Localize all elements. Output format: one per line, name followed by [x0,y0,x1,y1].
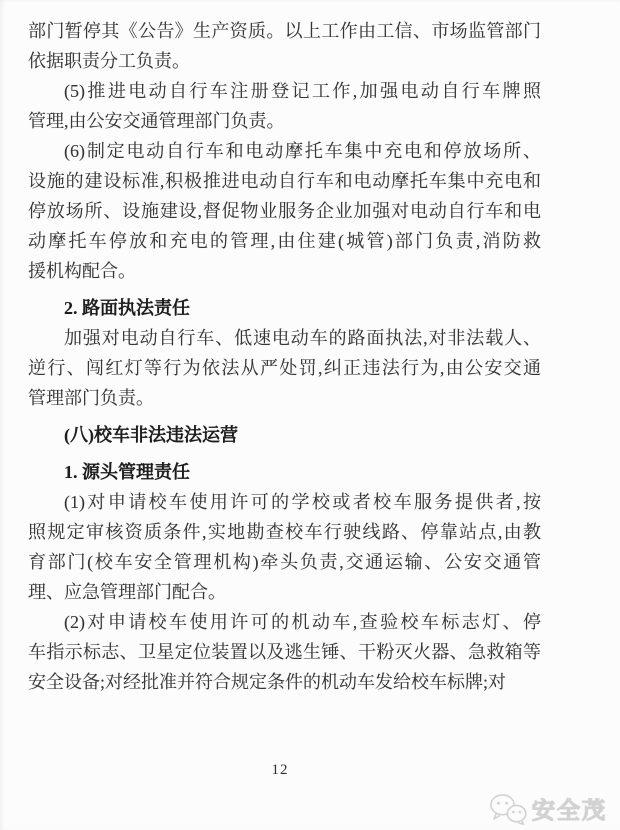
heading [28,420,541,450]
paragraph [28,16,541,76]
text-line: 车指示标志、卫星定位装置以及逃生锤、干粉灭火器、急救箱等 [28,642,541,662]
wechat-icon [489,793,527,825]
text-line: (5)推进电动自行车注册登记工作,加强电动自行车牌照 [64,81,541,101]
watermark [489,792,607,825]
page-number: 12 [271,762,289,778]
paragraph [28,323,541,413]
heading [28,293,541,323]
text-line: 管理,由公安交通管理部门负责。 [28,111,285,131]
watermark-brand: 安全茂 [532,797,607,823]
text-line: 管理部门负责。 [28,388,154,408]
text-line: 动摩托车停放和充电的管理,由住建(城管)部门负责,消防救 [28,231,541,251]
text-line: 照规定审核资质条件,实地勘查校车行驶线路、停靠站点,由教 [28,522,541,542]
document-body [28,16,541,697]
text-line: 育部门(校车安全管理机构)牵头负责,交通运输、公安交通管 [28,552,541,572]
text-line: 依据职责分工负责。 [28,51,190,71]
text-line: 逆行、闯红灯等行为依法从严处罚,纠正违法行为,由公安交通 [28,358,541,378]
text-line: 加强对电动自行车、低速电动车的路面执法,对非法载人、 [64,328,541,348]
text-line: 安全设备;对经批准并符合规定条件的机动车发给校车标牌;对 [28,672,506,692]
heading [28,457,541,487]
paragraph [28,136,541,286]
paragraph [28,607,541,697]
text-line: 部门暂停其《公告》生产资质。以上工作由工信、市场监管部门 [28,21,541,41]
text-line: (八)校车非法违法运营 [64,425,238,445]
text-line: 理、应急管理部门配合。 [28,582,226,602]
text-line: (6)制定电动自行车和电动摩托车集中充电和停放场所、 [64,141,541,161]
text-line: 设施的建设标准,积极推进电动自行车和电动摩托车集中充电和 [28,171,541,191]
paragraph [28,76,541,136]
text-line: 援机构配合。 [28,261,136,281]
text-line: 1. 源头管理责任 [64,462,190,482]
text-line: 停放场所、设施建设,督促物业服务企业加强对电动自行车和电 [28,201,541,221]
text-line: (2)对申请校车使用许可的机动车,查验校车标志灯、停 [64,612,541,632]
text-line: (1)对申请校车使用许可的学校或者校车服务提供者,按 [64,492,541,512]
text-line: 2. 路面执法责任 [64,298,190,318]
paragraph [28,487,541,607]
